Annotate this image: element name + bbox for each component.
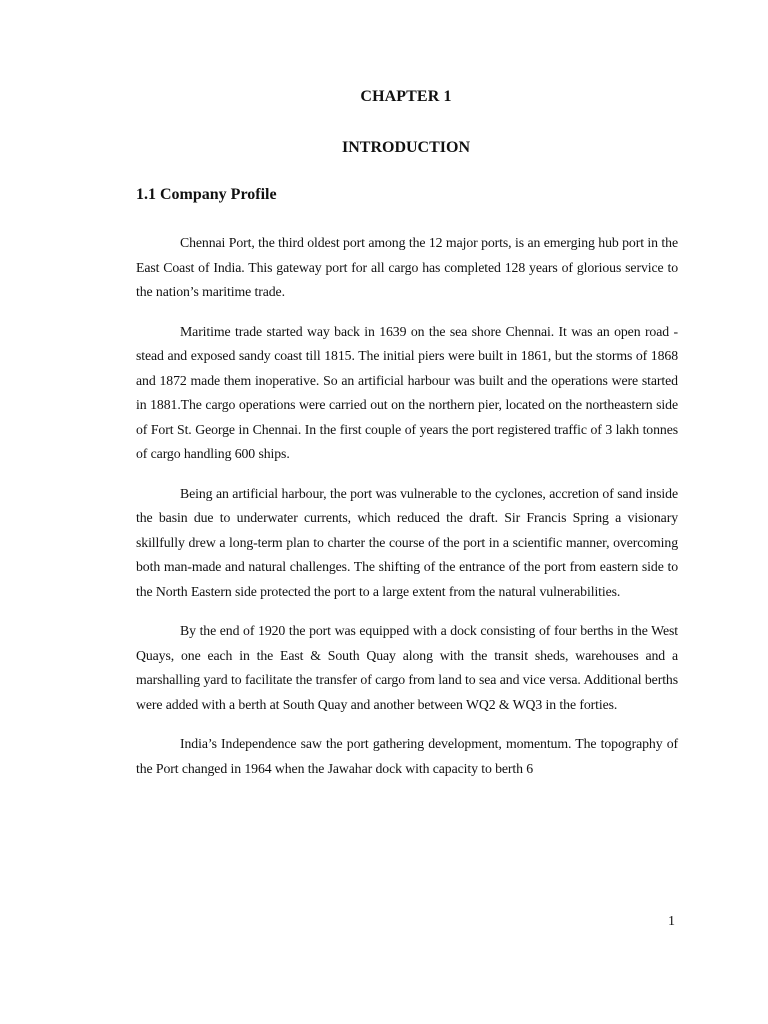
paragraph: India’s Independence saw the port gathering development, momentum. The topography of the Port changed in 1964 when the Jawahar dock with capacity to berth 6 [136,736,678,776]
paragraph: Maritime trade started way back in 1639 on the sea shore Chennai. It was an open road -stead and exposed sandy coast till 1815. The initial piers were built in 1861, but the storms of 1868 and 1872 made them inoperative. So an artificial harbour was built and the operations were started in 1881.The cargo operations were carried out on the northern pier, located on the northeastern side of Fort St. George in Chennai. In the first couple of years the port registered traffic of 3 lakh tonnes of cargo handling 600 ships. [136,323,678,461]
chapter-title: INTRODUCTION [341,139,470,156]
chapter-heading: CHAPTER 1 [360,88,452,105]
page-number: 1 [668,914,675,929]
body-text [136,231,678,796]
paragraph: By the end of 1920 the port was equipped with a dock consisting of four berths in the West Quays, one each in the East & South Quay along with the transit sheds, warehouses and a marshalling yard to facilitate the transfer of cargo from land to sea and vice versa. Additional berths were added with a berth at South Quay and another between WQ2 & WQ3 in the forties. [136,623,678,712]
section-heading: 1.1 Company Profile [136,186,277,203]
paragraph: Chennai Port, the third oldest port among the 12 major ports, is an emerging hub port in the East Coast of India. This gateway port for all cargo has completed 128 years of glorious service to the nation’s maritime trade. [136,235,678,299]
paragraph: Being an artificial harbour, the port was vulnerable to the cyclones, accretion of sand inside the basin due to underwater currents, which reduced the draft. Sir Francis Spring a visionary skillfully drew a long-term plan to charter the course of the port in a scientific manner, overcoming both man-made and natural challenges. The shifting of the entrance of the port from eastern side to the North Eastern side protected the port to a large extent from the natural vulnerabilities. [136,485,678,599]
